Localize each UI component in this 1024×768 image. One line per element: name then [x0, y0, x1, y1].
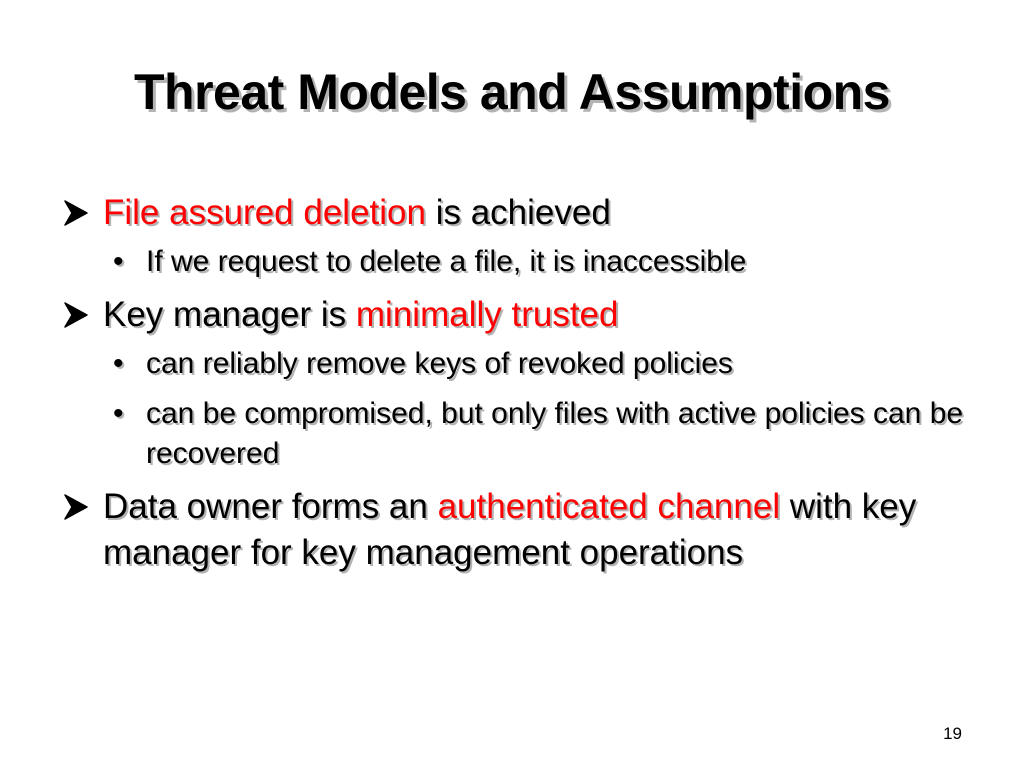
bullet-text-highlight: File assured deletion: [103, 193, 426, 232]
sub-bullet-glyph: •: [113, 347, 124, 380]
slide-body: [60, 190, 980, 582]
sub-bullet-glyph: •: [113, 397, 124, 430]
sub-bullet-text: can reliably remove keys of revoked policies: [146, 347, 733, 380]
bullet-text-highlight: minimally trusted: [355, 295, 619, 334]
sub-bullet-text: If we request to delete a file, it is inaccessible: [146, 245, 747, 278]
sub-bullet-item: [60, 394, 980, 474]
sub-bullet-item: [60, 344, 980, 384]
arrow-bullet-icon: [62, 484, 98, 530]
sub-bullet-glyph: •: [113, 245, 124, 278]
sub-bullet-item: [60, 242, 980, 282]
bullet-text: Key manager is: [103, 295, 356, 334]
bullet-item: [60, 190, 980, 236]
slide-title: Threat Models and Assumptions: [134, 64, 890, 120]
page-number: 19: [943, 724, 962, 743]
sub-bullet-text: can be compromised, but only files with active policies can be recovered: [146, 397, 964, 470]
bullet-text: Data owner forms an: [103, 487, 438, 526]
arrow-bullet-icon: [62, 190, 98, 236]
bullet-item: [60, 292, 980, 338]
bullet-text: with key manager for key management operations: [103, 487, 917, 572]
arrow-bullet-icon: [62, 292, 98, 338]
bullet-text-highlight: authenticated channel: [437, 487, 781, 526]
bullet-item: [60, 484, 980, 576]
bullet-text: is achieved: [425, 193, 611, 232]
